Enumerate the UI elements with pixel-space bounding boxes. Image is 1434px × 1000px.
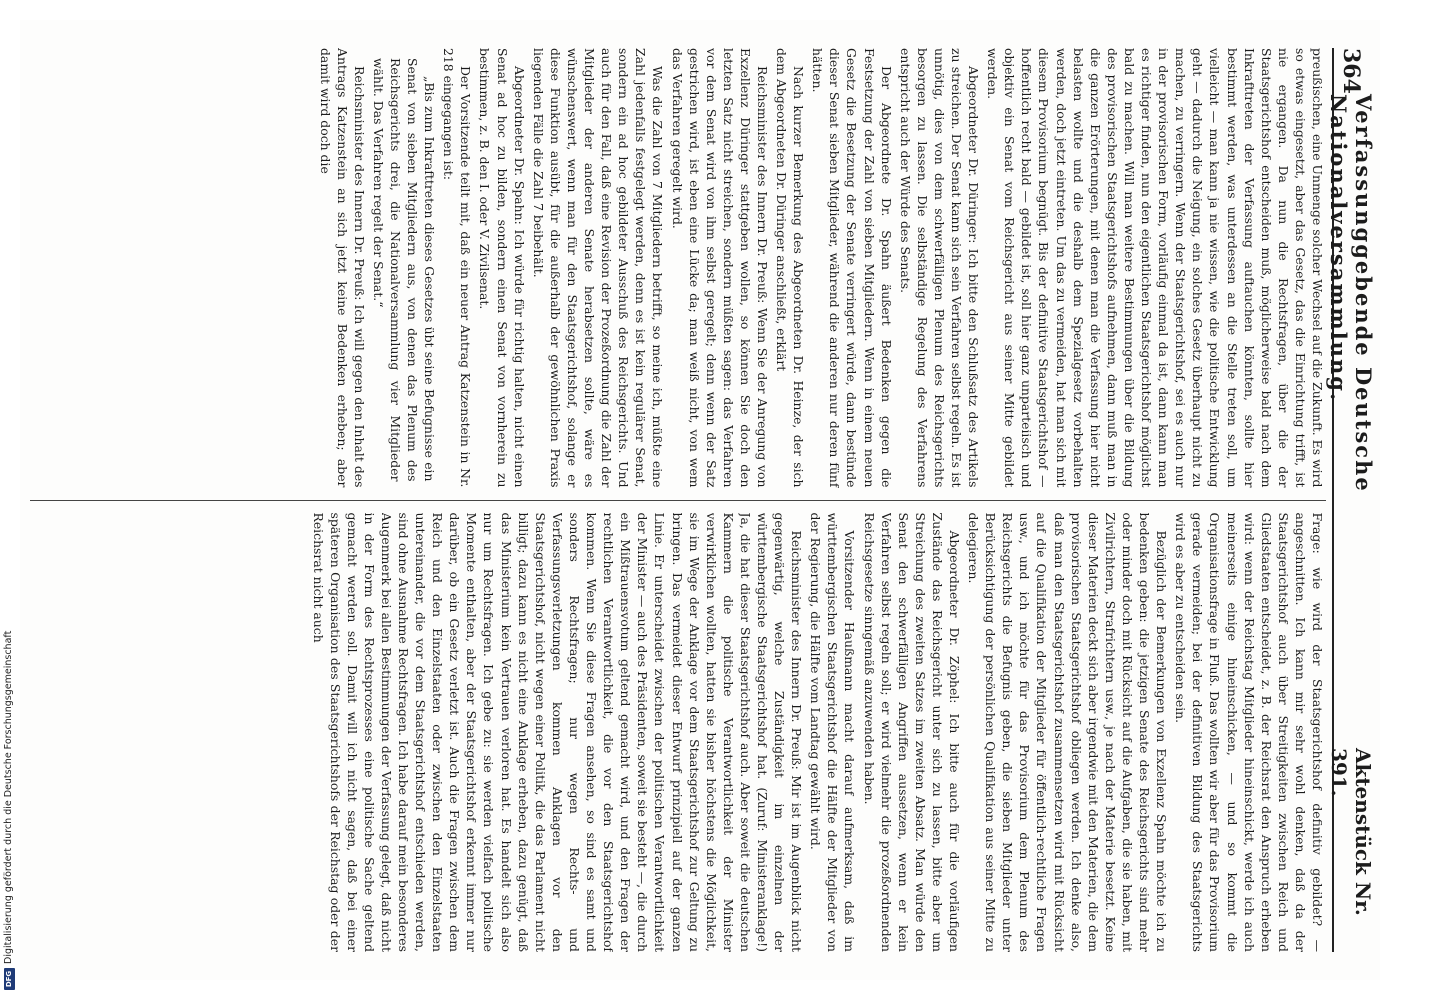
right-column xyxy=(30,513,1326,953)
paragraph: Abgeordneter Dr. Zöphel: Ich bitte auch für die vorläufigen Zustände das Reichsgericht unter sich zu lassen, bitte aber um Streichung des zweiten Satzes im zweiten Absatz. Man würde den Senat den schwerfälligen Angriffen aussetzen, wenn er kein Verfahren selbst regeln soll; er wird vielmehr die prozeßordnenden Reichsgesetze sinngemäß anzuwenden haben. xyxy=(861,512,963,952)
page-header xyxy=(1326,48,1376,952)
scanned-page xyxy=(20,20,1380,980)
column-divider xyxy=(30,500,1326,501)
left-column xyxy=(30,48,1326,488)
digitization-credit xyxy=(2,0,16,990)
paragraph: Abgeordneter Dr. Düringer: Ich bitte den Schlußsatz des Artikels zu streichen. Der Senat kann sich sein Verfahren selbst regeln. Es ist unnötig, dies von dem schwerfälligen Plenum des Reichsgerichts besorgen zu lassen. Die selbständige Regelung des Verfahrens entspricht auch der Würde des Senats. xyxy=(897,48,982,488)
page-number: 364 xyxy=(1338,48,1364,94)
paragraph: Der Abgeordnete Dr. Spahn äußert Bedenken gegen die Festsetzung der Zahl von sieben Mitgliedern. Wenn in einem neuen Gesetz die Besetzung der Senate verringert würde, dann bestünde dieser Senat sieben Mitglieder, während die anderen nur deren fünf hätten. xyxy=(810,48,894,488)
paragraph: Reichsminister des Innern Dr. Preuß: Ich will gegen den Inhalt des Antrags Katzenstein an sich jetzt keine Bedenken erheben; aber damit wird doch die xyxy=(317,48,367,488)
paragraph: Reichsminister des Innern Dr. Preuß: Wenn Sie der Anregung von Exzellenz Düringer stattgeben wollen, so können Sie doch den letzten Satz nicht streichen, sondern müßten sagen: das Verfahren vor dem Senat wird von ihm selbst geregelt; denn wenn der Satz gestrichen wird, ist eben eine Lücke da; man weiß nicht, von wem das Verfahren geregelt wird. xyxy=(669,48,770,488)
dfg-logo-icon: DFG xyxy=(4,968,15,990)
paragraph: Vorsitzender Haußmann macht darauf aufmerksam, daß im württembergischen Staatsgerichtshof die Hälfte der Mitglieder von der Regierung, die Hälfte vom Landtag gewählt wird. xyxy=(808,512,858,952)
paragraph: „Bis zum Inkrafttreten dieses Gesetzes übt seine Befugnisse ein Senat von sieben Mitgliedern aus, von denen das Plenum des Reichsgerichts drei, die Nationalversammlung vier Mitglieder wählt. Das Verfahren regelt der Senat.“ xyxy=(370,58,438,482)
paragraph: preußischen, eine Unmenge solcher Wechsel auf die Zukunft. Es wird so etwas eingesetzt, aber das Gesetz, das die Einrichtung trifft, ist nie ergangen. Da nun die Rechtsfragen, über die der Staatsgerichtshof entscheiden muß, möglicherweise bald nach dem Inkrafttreten der Verfassung auftauchen könnten, sollte hier bestimmt werden, was unterdessen an die Stelle treten soll, um vielleicht — man kann ja nie wissen, wie die politische Entwicklung geht — dadurch die Neigung, ein solches Gesetz überhaupt nicht zu machen, zu verringern. Wenn der Staatsgerichtshof, sei es auch nur in der provisorischen Form, vorläufig einmal da ist, dann kann man es richtiger finden, nun den eigentlichen Staatsgerichtshof möglichst bald zu machen. Will man weitere Bestimmungen über die Bildung des provisorischen Staatsgerichtshofs aufnehmen, dann muß man in die ganzen Erörterungen, mit denen man die Verfassung hier nicht belasten wollte und die deshalb dem Spezialgesetz vorbehalten werden, doch jetzt eintreten. Um das zu vermeiden, hat man sich mit diesem Provisorium begnügt. Bis der definitive Staatsgerichtshof — hoffentlich recht bald — gebildet ist, soll hier ganz unparteiisch und objektiv ein Senat vom Reichsgericht aus seiner Mitte gebildet werden. xyxy=(985,48,1325,488)
text-columns xyxy=(30,48,1326,952)
paragraph: Abgeordneter Dr. Spahn: Ich würde für richtig halten, nicht einen Senat ad hoc zu bilden, sondern einen Senat von vornherein zu bestimmen, z. B. den I. oder V. Zivilsenat. xyxy=(477,48,527,488)
paragraph: Frage: wie wird der Staatsgerichtshof definitiv gebildet? — angeschnitten. Ich kann mir sehr wohl denken, daß da der Staatsgerichtshof auch über Streitigkeiten zwischen Reich und Gliedstaaten entscheidet, z. B. der Reichsrat den Anspruch erheben wird: wenn der Reichstag Mitglieder hineinschickt, werde ich auch meinerseits einige hineinschicken, — und so kommt die Organisationsfrage in Fluß. Das wollten wir aber für das Provisorium gerade vermeiden; bei der definitiven Bildung des Staatsgerichts wird es aber zu entscheiden sein. xyxy=(1173,512,1325,952)
paragraph: Der Vorsitzende teilt mit, daß ein neuer Antrag Katzenstein in Nr. 218 eingegangen ist: xyxy=(441,48,474,488)
paragraph: Reichsminister des Innern Dr. Preuß: Mir ist im Augenblick nicht gegenwärtig, welche Zuständigkeit im einzelnen der württembergische Staatsgerichtshof hat. (Zuruf: Ministeranklage!) Ja, die hat dieser Staatsgerichtshof auch. Aber soweit die deutschen Kammern die politische Verantwortlichkeit der Minister verwirklichen wollten, hatten sie bisher höchstens die Möglichkeit, sie im Wege der Anklage vor dem Staatsgerichtshof zur Geltung zu bringen. Das vermeidet dieser Entwurf prinzipiell auf der ganzen Linie. Er unterscheidet zwischen der politischen Verantwortlichkeit der Minister — auch des Präsidenten, soweit sie besteht —, die durch ein Mißtrauensvotum geltend gemacht wird, und den Fragen der rechtlichen Verantwortlichkeit, die vor den Staatsgerichtshof kommen. Wenn Sie diese Fragen ansehen, so sind es samt und sonders Rechtsfragen; nur wegen Rechts- und Verfassungsverletzungen kommen Anklagen vor den Staatsgerichtshof, nicht wegen einer Politik, die das Parlament nicht billigt; dazu kann es nicht eine Anklage erheben, dazu genügt, daß das Ministerium kein Vertrauen verloren hat. Es handelt sich also nur um Rechtsfragen. Ich gebe zu: sie werden vielfach politische Momente enthalten, aber der Staatsgerichtshof erkennt immer nur darüber, ob ein Gesetz verletzt ist. Auch die Fragen zwischen dem Reich und den Einzelstaaten oder zwischen den Einzelstaaten untereinander, die vor dem Staatsgerichtshof entschieden werden, sind ohne Ausnahme Rechtsfragen. Ich habe darauf mein besonderes Augenmerk bei allen Bestimmungen der Verfassung gelegt, daß nicht in der Form des Rechtsprozesses eine politische Sache geltend gemacht werden soll. Damit will ich nicht sagen, daß bei einer späteren Organisation des Staatsgerichtshofs der Reichstag oder der Reichsrat nicht auch xyxy=(310,512,805,952)
credit-text: Digitalisierung gefördert durch die Deutsche Forschungsgemeinschaft xyxy=(3,630,14,964)
paragraph: Bezüglich der Bemerkungen von Exzellenz Spahn möchte ich zu bedenken geben: die jetzigen Senate des Reichsgerichts sind mehr oder minder doch mit Rücksicht auf die Aufgaben, die sie haben, mit Zivilrichtern, Strafrichtern usw., je nach der Materie besetzt. Keine dieser Materien deckt sich aber irgendwie mit den Materien, die dem provisorischen Staatsgerichtshof obliegen werden. Ich denke also, daß man den Staatsgerichtshof zusammensetzen wird mit Rücksicht auf die Qualifikation der Mitglieder für öffentlich-rechtliche Fragen usw., und ich möchte für das Provisorium dem Plenum des Reichsgerichts die Befugnis geben, die sieben Mitglieder unter Berücksichtigung der persönlichen Qualifikation aus seiner Mitte zu delegieren. xyxy=(966,512,1170,952)
paragraph: Was die Zahl von 7 Mitgliedern betrifft, so meine ich, müßte eine Zahl jedenfalls festgelegt werden, denn es ist kein regulärer Senat, sondern ein ad hoc gebildeter Ausschuß des Reichsgerichts. Und auch für den Fall, daß eine Revision der Prozeßordnung die Zahl der Mitglieder der anderen Senate herabsetzen sollte, wäre es wünschenswert, wenn man für den Staatsgerichtshof, solange er diese Funktion ausübt, für die außerhalb der gewöhnlichen Praxis liegenden Fälle die Zahl 7 beibehält. xyxy=(530,48,666,488)
document-id: Aktenstück Nr. 391. xyxy=(1327,747,1375,916)
paragraph: Nach kurzer Bemerkung des Abgeordneten Dr. Heinze, der sich dem Abgeordneten Dr. Düringer anschließt, erklärt xyxy=(774,48,807,488)
running-title: Verfassunggebende Deutsche Nationalversammlung. xyxy=(1326,93,1376,493)
